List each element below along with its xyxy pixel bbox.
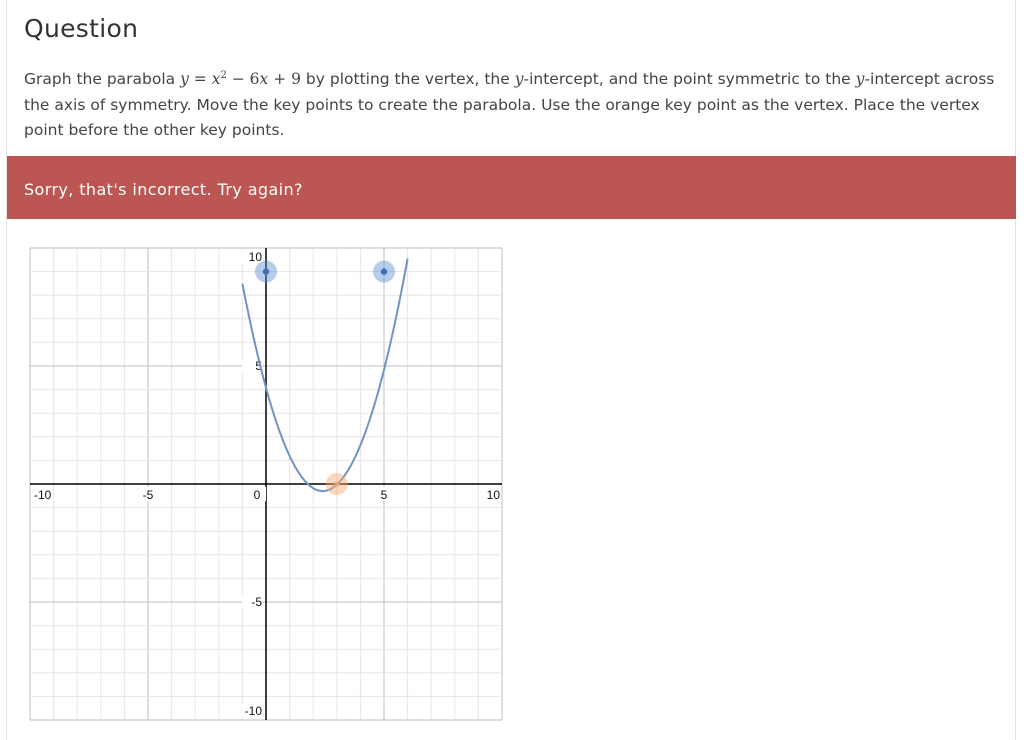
x-tick-label: 5	[380, 488, 388, 502]
vertex-point[interactable]	[334, 481, 340, 487]
y-tick-label: 10	[248, 250, 262, 264]
y-tick-label: 5	[255, 359, 262, 373]
equation-y: y	[180, 70, 189, 89]
symmetric-point-point[interactable]	[381, 268, 387, 274]
prompt-text-4: -intercept across the axis of symmetry. Move the key points to create the parabola. Use the orange key point as the vertex. Place the vertex point before the other key points.	[24, 70, 995, 140]
equation-x2: x	[259, 70, 269, 89]
prompt-y-var-2: y	[855, 70, 865, 89]
x-tick-label: -5	[142, 488, 154, 502]
equation-equals: =	[188, 70, 212, 89]
prompt-text-1: Graph the parabola	[24, 70, 181, 89]
prompt-y-var: y	[514, 70, 524, 89]
prompt-text-3: -intercept, and the point symmetric to the	[523, 70, 856, 89]
question-title: Question	[24, 14, 139, 43]
equation-constant: + 9	[268, 70, 301, 89]
equation-x: x	[211, 70, 221, 89]
feedback-message: Sorry, that's incorrect. Try again?	[24, 180, 303, 199]
x-tick-label: -10	[34, 488, 52, 502]
y-intercept-point[interactable]	[263, 268, 269, 274]
equation-minus-6: − 6	[226, 70, 260, 89]
x-tick-label: 10	[486, 488, 500, 502]
y-tick-label: -5	[251, 595, 262, 609]
y-tick-label: -10	[244, 704, 262, 718]
parabola-curve	[242, 259, 407, 491]
prompt-text-2: by plotting the vertex, the	[301, 70, 515, 89]
equation-exponent: 2	[220, 70, 227, 81]
x-tick-label: 0	[253, 488, 261, 502]
